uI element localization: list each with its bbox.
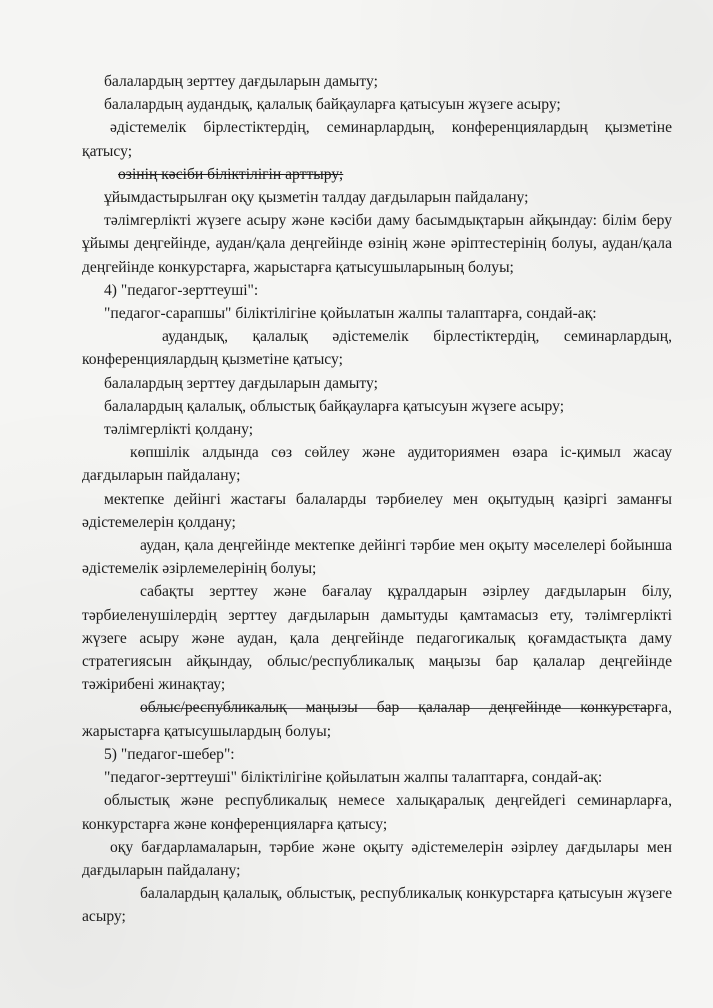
paragraph: әдістемелік бірлестіктердің, семинарлардың, конференциялардың қызметіне қатысу;	[82, 119, 672, 160]
paragraph: тәлімгерлікті қолдану;	[104, 421, 254, 439]
paragraph: мектепке дейінгі жастағы балаларды тәрбиелеу мен оқытудың қазіргі заманғы әдістемелерін қолдану;	[82, 490, 672, 531]
paragraph: көпшілік алдында сөз сөйлеу және аудиториямен өзара іс-қимыл жасау дағдыларын пайдалану;	[82, 444, 672, 485]
struck-text: өзінің кәсіби біліктілігін арттыру;	[118, 165, 344, 183]
section-heading: 4) "педагог-зерттеуші":	[104, 281, 259, 299]
paragraph: балалардың зерттеу дағдыларын дамыту;	[104, 374, 378, 392]
paragraph: оқу бағдарламаларын, тәрбие және оқыту әдістемелерін әзірлеу дағдылары мен дағдыларын пайдалану;	[82, 838, 672, 879]
paragraph: аудан, қала деңгейінде мектепке дейінгі тәрбие мен оқыту мәселелері бойынша әдістемелік әзірлемелерінің болуы;	[82, 537, 672, 578]
paragraph: тәлімгерлікті жүзеге асыру және кәсіби даму басымдықтарын айқындау: білім беру ұйымы деңгейінде, аудан/қала деңгейінде өзінің және әріптестерінің болуы, аудан/қала деңгейінде конкурстарға, жарыстарға қатысушыларының болуы;	[82, 212, 672, 276]
paragraph-partially-struck: облыс/республикалық маңызы бар қалалар деңгейінде конкурстарға, жарыстарға қатысушылардың болуы;	[82, 696, 672, 742]
paragraph: балалардың зерттеу дағдыларын дамыту;	[104, 73, 378, 90]
paragraph: облыстық және республикалық немесе халықаралық деңгейдегі семинарларға, конкурстарға және конференцияларға қатысу;	[82, 792, 672, 833]
document-body	[82, 70, 672, 929]
paragraph: сабақты зерттеу және бағалау құралдарын әзірлеу дағдыларын білу, тәрбиеленушілердің зерттеу дағдыларын дамытуды қамтамасыз ету, тәлімгерлікті жүзеге асыру және аудан, қала деңгейінде педагогикалық қоғамдастықта даму стратегиясын айқындау, облыс/республикалық маңызы бар қалалар деңгейінде тәжірибені жинақтау;	[82, 583, 672, 694]
paragraph: "педагог-сарапшы" біліктілігіне қойылатын жалпы талаптарға, сондай-ақ:	[104, 305, 597, 323]
paragraph: балалардың аудандық, қалалық байқауларға қатысуын жүзеге асыру;	[104, 96, 561, 114]
paragraph: аудандық, қалалық әдістемелік бірлестіктердің, семинарлардың, конференциялардың қызметіне қатысу;	[82, 328, 672, 369]
paragraph	[82, 163, 672, 186]
section-heading: 5) "педагог-шебер":	[104, 745, 235, 763]
paragraph: балалардың қалалық, облыстық, республикалық конкурстарға қатысуын жүзеге асыру;	[82, 885, 672, 926]
paragraph: балалардың қалалық, облыстық байқауларға қатысуын жүзеге асыру;	[104, 397, 565, 415]
paragraph: ұйымдастырылған оқу қызметін талдау дағдыларын пайдалану;	[104, 189, 529, 207]
paragraph: "педагог-зерттеуші" біліктілігіне қойылатын жалпы талаптарға, сондай-ақ:	[104, 769, 603, 787]
